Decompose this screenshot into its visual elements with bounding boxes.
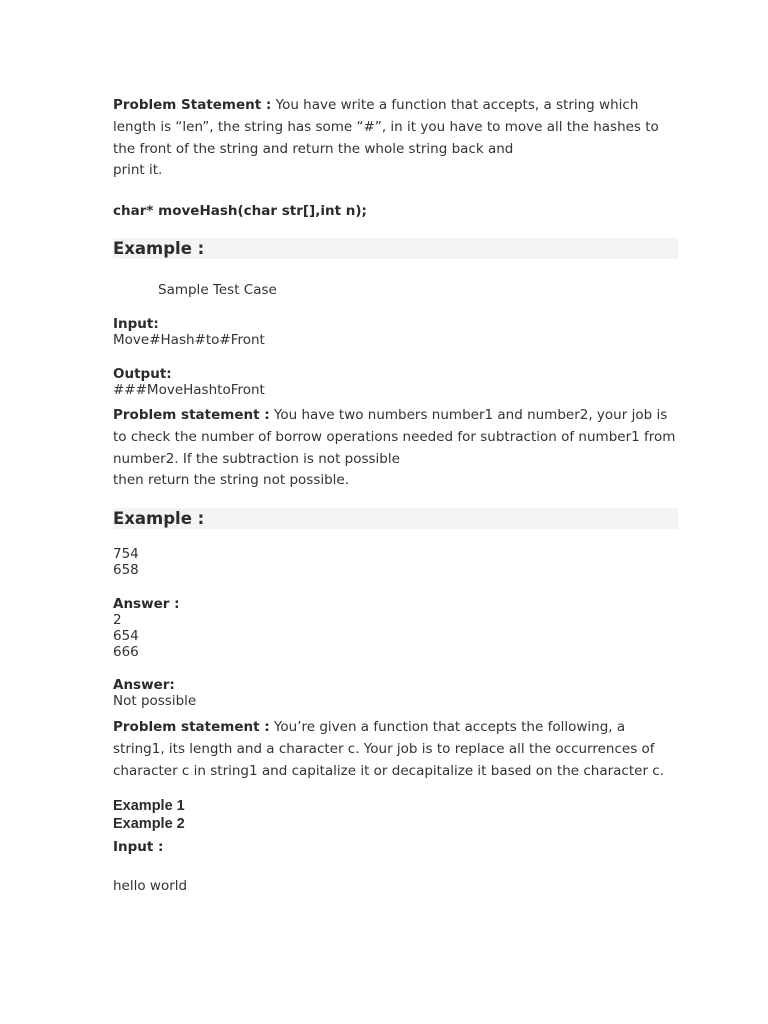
problem-1-label: Problem Statement :: [113, 97, 272, 113]
problem-1-input: [113, 316, 678, 348]
problem-1-paragraph: [113, 95, 678, 160]
problem-2-statement: [113, 405, 678, 492]
example-heading-1: Example :: [113, 239, 205, 258]
example-heading-bar-1: [113, 238, 678, 259]
answer-1-value: 2: [113, 612, 122, 628]
example-2-number-2: 666: [113, 644, 139, 660]
problem-2-example-1: [113, 546, 678, 578]
example-heading-2: Example :: [113, 509, 205, 528]
answer-2-label: Answer:: [113, 677, 175, 693]
input-value: Move#Hash#to#Front: [113, 332, 265, 348]
sample-test-case-caption: Sample Test Case: [158, 282, 277, 298]
problem-2-paragraph: [113, 405, 678, 470]
example-2-heading: Example 2: [113, 816, 185, 832]
problem-2-text: You have two numbers number1 and number2, your job is to check the number of borrow operations needed for subtraction of number1 from number2. If the subtraction is not possible: [113, 407, 676, 467]
example-1-number-2: 658: [113, 562, 139, 578]
problem-1-output: [113, 366, 678, 398]
problem-3-input-label: Input :: [113, 839, 164, 855]
problem-1-text: You have write a function that accepts, a string which length is “len”, the string has some “#”, in it you have to move all the hashes to the front of the string and return the whole string back and: [113, 97, 659, 157]
problem-2-answer-1: [113, 596, 678, 660]
problem-3-examples: [113, 797, 678, 833]
output-label: Output:: [113, 366, 172, 382]
problem-3-statement: [113, 717, 678, 782]
problem-3-paragraph: [113, 717, 678, 782]
problem-2-label: Problem statement :: [113, 407, 270, 423]
example-2-number-1: 654: [113, 628, 139, 644]
example-1-heading: Example 1: [113, 798, 185, 814]
problem-3-input-value: hello world: [113, 878, 188, 894]
example-1-number-1: 754: [113, 546, 139, 562]
answer-2-value: Not possible: [113, 693, 197, 709]
example-heading-bar-2: [113, 508, 678, 529]
input-label: Input:: [113, 316, 159, 332]
function-signature: char* moveHash(char str[],int n);: [113, 203, 367, 219]
answer-1-label: Answer :: [113, 596, 180, 612]
problem-3-text: You’re given a function that accepts the following, a string1, its length and a character c. Your job is to replace all the occurrences of character c in string1 and capitalize it or decapitalize it based on the character c.: [113, 719, 664, 779]
problem-1-text-end: print it.: [113, 162, 163, 179]
problem-2-text-end: then return the string not possible.: [113, 472, 350, 489]
output-value: ###MoveHashtoFront: [113, 382, 265, 398]
problem-3-label: Problem statement :: [113, 719, 270, 735]
problem-2-answer-2: [113, 677, 678, 709]
problem-1-statement: [113, 95, 678, 182]
